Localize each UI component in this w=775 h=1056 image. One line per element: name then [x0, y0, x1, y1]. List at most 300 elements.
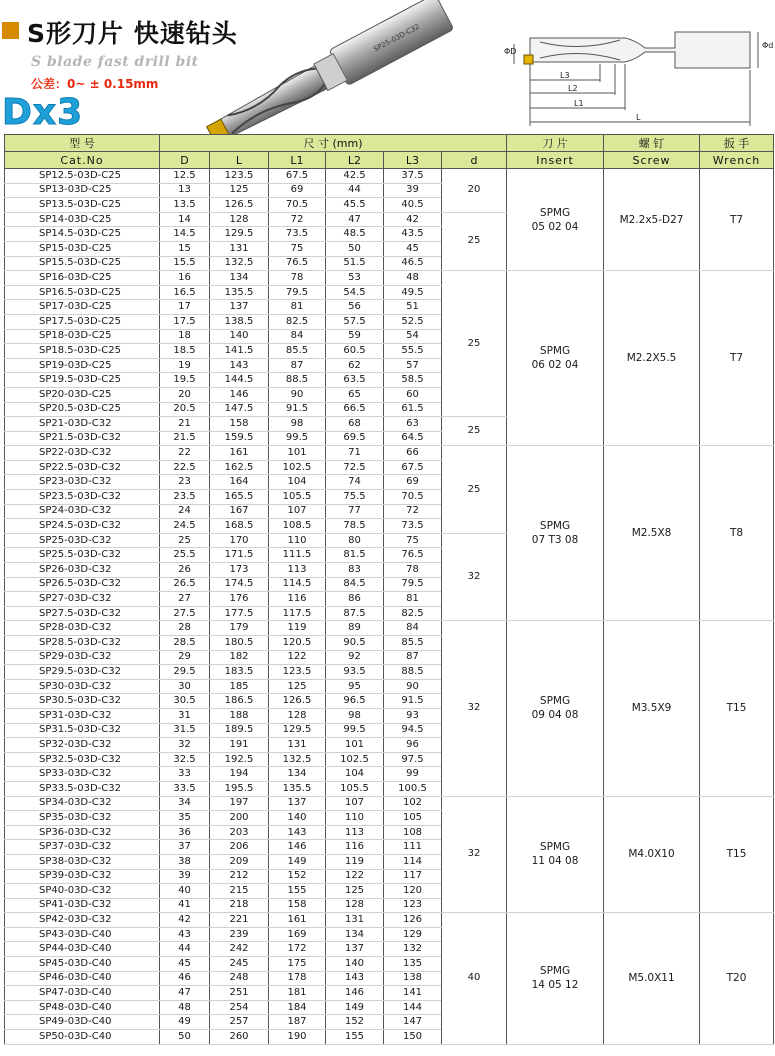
L1-cell: 134	[269, 767, 326, 782]
L2-cell: 72.5	[326, 460, 384, 475]
screw-cell: M2.2X5.5	[604, 271, 700, 446]
L3-cell: 93	[384, 708, 442, 723]
wrench-cell: T15	[700, 621, 774, 796]
L-cell: 141.5	[210, 344, 269, 359]
L2-cell: 84.5	[326, 577, 384, 592]
L1-cell: 110	[269, 533, 326, 548]
L1-cell: 108.5	[269, 519, 326, 534]
L3-cell: 79.5	[384, 577, 442, 592]
L3-cell: 66	[384, 446, 442, 461]
L2-cell: 78.5	[326, 519, 384, 534]
L-cell: 183.5	[210, 665, 269, 680]
L-cell: 203	[210, 825, 269, 840]
L1-cell: 169	[269, 927, 326, 942]
table-row	[5, 796, 774, 811]
D-cell: 32.5	[160, 752, 210, 767]
wrench-cell: T7	[700, 271, 774, 446]
L1-cell: 99.5	[269, 431, 326, 446]
L3-cell: 72	[384, 504, 442, 519]
L1-cell: 101	[269, 446, 326, 461]
D-cell: 41	[160, 898, 210, 913]
L-cell: 192.5	[210, 752, 269, 767]
L2-cell: 125	[326, 884, 384, 899]
L1-cell: 67.5	[269, 169, 326, 184]
L-cell: 209	[210, 854, 269, 869]
L-cell: 218	[210, 898, 269, 913]
insert-type: SPMG	[539, 345, 571, 358]
col-wrench-cn: 扳 手	[700, 135, 774, 152]
table-body	[5, 169, 774, 1045]
L3-cell: 135	[384, 957, 442, 972]
D-cell: 26	[160, 563, 210, 578]
L-cell: 158	[210, 417, 269, 432]
insert-code: 11 04 08	[531, 855, 579, 868]
L3-cell: 63	[384, 417, 442, 432]
L2-cell: 86	[326, 592, 384, 607]
insert-type: SPMG	[539, 965, 571, 978]
L3-cell: 129	[384, 927, 442, 942]
D-cell: 24.5	[160, 519, 210, 534]
model-cell: SP31.5-03D-C32	[5, 723, 160, 738]
D-cell: 21.5	[160, 431, 210, 446]
L-cell: 197	[210, 796, 269, 811]
L1-cell: 88.5	[269, 373, 326, 388]
model-cell: SP44-03D-C40	[5, 942, 160, 957]
D-cell: 46	[160, 971, 210, 986]
label-L2: L2	[568, 84, 578, 93]
model-cell: SP22-03D-C32	[5, 446, 160, 461]
L1-cell: 181	[269, 986, 326, 1001]
L-cell: 206	[210, 840, 269, 855]
L-cell: 188	[210, 708, 269, 723]
L-cell: 125	[210, 183, 269, 198]
D-cell: 18	[160, 329, 210, 344]
L1-cell: 140	[269, 811, 326, 826]
model-cell: SP34-03D-C32	[5, 796, 160, 811]
model-cell: SP38-03D-C32	[5, 854, 160, 869]
L-cell: 129.5	[210, 227, 269, 242]
model-cell: SP33-03D-C32	[5, 767, 160, 782]
D-cell: 47	[160, 986, 210, 1001]
L-cell: 144.5	[210, 373, 269, 388]
D-cell: 17.5	[160, 314, 210, 329]
L-cell: 182	[210, 650, 269, 665]
model-cell: SP36-03D-C32	[5, 825, 160, 840]
L1-cell: 104	[269, 475, 326, 490]
insert-code: 07 T3 08	[531, 534, 579, 547]
L2-cell: 140	[326, 957, 384, 972]
L3-cell: 94.5	[384, 723, 442, 738]
model-cell: SP26.5-03D-C32	[5, 577, 160, 592]
L2-cell: 102.5	[326, 752, 384, 767]
model-cell: SP19-03D-C25	[5, 358, 160, 373]
model-cell: SP22.5-03D-C32	[5, 460, 160, 475]
L3-cell: 85.5	[384, 636, 442, 651]
col-L3: L3	[384, 152, 442, 169]
L3-cell: 49.5	[384, 285, 442, 300]
insert-type: SPMG	[539, 520, 571, 533]
shank-d-cell: 25	[442, 271, 507, 417]
L2-cell: 71	[326, 446, 384, 461]
spec-table	[4, 134, 774, 1045]
shank-d-cell: 40	[442, 913, 507, 1044]
table-row	[5, 446, 774, 461]
L3-cell: 90	[384, 679, 442, 694]
D-cell: 19	[160, 358, 210, 373]
insert-code: 14 05 12	[531, 979, 579, 992]
D-cell: 27	[160, 592, 210, 607]
page-title: S形刀片 快速钻头	[27, 19, 238, 48]
L2-cell: 62	[326, 358, 384, 373]
D-cell: 26.5	[160, 577, 210, 592]
L1-cell: 126.5	[269, 694, 326, 709]
D-cell: 21	[160, 417, 210, 432]
L3-cell: 67.5	[384, 460, 442, 475]
D-cell: 39	[160, 869, 210, 884]
L2-cell: 122	[326, 869, 384, 884]
model-cell: SP40-03D-C32	[5, 884, 160, 899]
D-cell: 22.5	[160, 460, 210, 475]
L2-cell: 99.5	[326, 723, 384, 738]
L3-cell: 51	[384, 300, 442, 315]
L1-cell: 161	[269, 913, 326, 928]
L3-cell: 52.5	[384, 314, 442, 329]
model-cell: SP20.5-03D-C25	[5, 402, 160, 417]
L1-cell: 87	[269, 358, 326, 373]
L-cell: 245	[210, 957, 269, 972]
L1-cell: 107	[269, 504, 326, 519]
L1-cell: 128	[269, 708, 326, 723]
L2-cell: 51.5	[326, 256, 384, 271]
L2-cell: 143	[326, 971, 384, 986]
model-cell: SP14.5-03D-C25	[5, 227, 160, 242]
model-cell: SP16-03D-C25	[5, 271, 160, 286]
L2-cell: 59	[326, 329, 384, 344]
model-cell: SP46-03D-C40	[5, 971, 160, 986]
L-cell: 176	[210, 592, 269, 607]
L3-cell: 141	[384, 986, 442, 1001]
L1-cell: 137	[269, 796, 326, 811]
L-cell: 161	[210, 446, 269, 461]
L3-cell: 45	[384, 241, 442, 256]
L3-cell: 102	[384, 796, 442, 811]
L2-cell: 93.5	[326, 665, 384, 680]
model-cell: SP25-03D-C32	[5, 533, 160, 548]
L1-cell: 119	[269, 621, 326, 636]
L2-cell: 80	[326, 533, 384, 548]
L1-cell: 158	[269, 898, 326, 913]
model-cell: SP31-03D-C32	[5, 708, 160, 723]
col-d: d	[442, 152, 507, 169]
D-cell: 49	[160, 1015, 210, 1030]
screw-cell: M3.5X9	[604, 621, 700, 796]
L3-cell: 70.5	[384, 490, 442, 505]
model-cell: SP48-03D-C40	[5, 1000, 160, 1015]
L-cell: 189.5	[210, 723, 269, 738]
D-cell: 45	[160, 957, 210, 972]
L-cell: 239	[210, 927, 269, 942]
L-cell: 165.5	[210, 490, 269, 505]
insert-type: SPMG	[539, 841, 571, 854]
model-cell: SP28-03D-C32	[5, 621, 160, 636]
L3-cell: 76.5	[384, 548, 442, 563]
svg-text:SP25-03D-C32: SP25-03D-C32	[372, 22, 421, 54]
L1-cell: 79.5	[269, 285, 326, 300]
col-L1: L1	[269, 152, 326, 169]
model-cell: SP21-03D-C32	[5, 417, 160, 432]
D-cell: 30.5	[160, 694, 210, 709]
L3-cell: 138	[384, 971, 442, 986]
L1-cell: 135.5	[269, 781, 326, 796]
L1-cell: 73.5	[269, 227, 326, 242]
L1-cell: 78	[269, 271, 326, 286]
L-cell: 251	[210, 986, 269, 1001]
L-cell: 254	[210, 1000, 269, 1015]
D-cell: 25	[160, 533, 210, 548]
L1-cell: 84	[269, 329, 326, 344]
D-cell: 30	[160, 679, 210, 694]
shank-d-cell: 25	[442, 446, 507, 534]
shank-d-cell: 25	[442, 417, 507, 446]
model-cell: SP20-03D-C25	[5, 387, 160, 402]
D-cell: 35	[160, 811, 210, 826]
tolerance-note: 公差：0~ ± 0.15mm	[31, 77, 159, 91]
L2-cell: 81.5	[326, 548, 384, 563]
model-cell: SP18-03D-C25	[5, 329, 160, 344]
L3-cell: 100.5	[384, 781, 442, 796]
D-cell: 28.5	[160, 636, 210, 651]
D-cell: 17	[160, 300, 210, 315]
model-cell: SP24-03D-C32	[5, 504, 160, 519]
L2-cell: 44	[326, 183, 384, 198]
L3-cell: 87	[384, 650, 442, 665]
L1-cell: 131	[269, 738, 326, 753]
L-cell: 137	[210, 300, 269, 315]
model-cell: SP19.5-03D-C25	[5, 373, 160, 388]
L1-cell: 125	[269, 679, 326, 694]
model-cell: SP47-03D-C40	[5, 986, 160, 1001]
model-cell: SP27.5-03D-C32	[5, 606, 160, 621]
L-cell: 159.5	[210, 431, 269, 446]
model-cell: SP13-03D-C25	[5, 183, 160, 198]
L3-cell: 48	[384, 271, 442, 286]
shank-d-cell: 32	[442, 533, 507, 621]
L-cell: 191	[210, 738, 269, 753]
L3-cell: 46.5	[384, 256, 442, 271]
table-row	[5, 913, 774, 928]
L2-cell: 107	[326, 796, 384, 811]
label-L3: L3	[560, 71, 570, 80]
L2-cell: 83	[326, 563, 384, 578]
L-cell: 164	[210, 475, 269, 490]
L1-cell: 90	[269, 387, 326, 402]
L2-cell: 155	[326, 1030, 384, 1045]
L-cell: 167	[210, 504, 269, 519]
L3-cell: 75	[384, 533, 442, 548]
L1-cell: 178	[269, 971, 326, 986]
insert-type: SPMG	[539, 206, 571, 219]
page-subtitle: S blade fast drill bit	[31, 54, 199, 70]
model-cell: SP16.5-03D-C25	[5, 285, 160, 300]
col-size-cn: 尺 寸 (mm)	[160, 135, 507, 152]
D-cell: 13	[160, 183, 210, 198]
L1-cell: 175	[269, 957, 326, 972]
model-cell: SP18.5-03D-C25	[5, 344, 160, 359]
D-cell: 33	[160, 767, 210, 782]
series-label: Dx3	[2, 92, 84, 133]
L-cell: 173	[210, 563, 269, 578]
wrench-cell: T20	[700, 913, 774, 1044]
model-cell: SP15-03D-C25	[5, 241, 160, 256]
L2-cell: 47	[326, 212, 384, 227]
L3-cell: 39	[384, 183, 442, 198]
L1-cell: 82.5	[269, 314, 326, 329]
L1-cell: 172	[269, 942, 326, 957]
model-cell: SP17.5-03D-C25	[5, 314, 160, 329]
L2-cell: 87.5	[326, 606, 384, 621]
D-cell: 14	[160, 212, 210, 227]
model-cell: SP21.5-03D-C32	[5, 431, 160, 446]
L1-cell: 81	[269, 300, 326, 315]
col-wrench-en: Wrench	[700, 152, 774, 169]
L1-cell: 146	[269, 840, 326, 855]
L2-cell: 116	[326, 840, 384, 855]
wrench-cell: T7	[700, 169, 774, 271]
L2-cell: 56	[326, 300, 384, 315]
L3-cell: 57	[384, 358, 442, 373]
model-cell: SP35-03D-C32	[5, 811, 160, 826]
L2-cell: 119	[326, 854, 384, 869]
D-cell: 25.5	[160, 548, 210, 563]
L2-cell: 60.5	[326, 344, 384, 359]
L3-cell: 132	[384, 942, 442, 957]
L-cell: 179	[210, 621, 269, 636]
model-cell: SP45-03D-C40	[5, 957, 160, 972]
table-row	[5, 621, 774, 636]
L1-cell: 143	[269, 825, 326, 840]
D-cell: 44	[160, 942, 210, 957]
L2-cell: 77	[326, 504, 384, 519]
col-D: D	[160, 152, 210, 169]
L1-cell: 91.5	[269, 402, 326, 417]
label-phi-d: Φd	[762, 41, 774, 50]
L2-cell: 57.5	[326, 314, 384, 329]
L-cell: 212	[210, 869, 269, 884]
D-cell: 43	[160, 927, 210, 942]
insert-cell	[507, 446, 604, 621]
L-cell: 194	[210, 767, 269, 782]
insert-cell	[507, 271, 604, 446]
L2-cell: 63.5	[326, 373, 384, 388]
L-cell: 195.5	[210, 781, 269, 796]
insert-cell	[507, 621, 604, 796]
D-cell: 27.5	[160, 606, 210, 621]
L3-cell: 81	[384, 592, 442, 607]
insert-code: 05 02 04	[531, 220, 579, 233]
L1-cell: 70.5	[269, 198, 326, 213]
wrench-cell: T15	[700, 796, 774, 913]
L1-cell: 190	[269, 1030, 326, 1045]
L3-cell: 99	[384, 767, 442, 782]
L3-cell: 55.5	[384, 344, 442, 359]
D-cell: 24	[160, 504, 210, 519]
model-cell: SP27-03D-C32	[5, 592, 160, 607]
L-cell: 242	[210, 942, 269, 957]
L1-cell: 75	[269, 241, 326, 256]
table-row	[5, 169, 774, 184]
L3-cell: 123	[384, 898, 442, 913]
model-cell: SP17-03D-C25	[5, 300, 160, 315]
model-cell: SP23.5-03D-C32	[5, 490, 160, 505]
L-cell: 128	[210, 212, 269, 227]
D-cell: 16.5	[160, 285, 210, 300]
L3-cell: 147	[384, 1015, 442, 1030]
model-cell: SP23-03D-C32	[5, 475, 160, 490]
wrench-cell: T8	[700, 446, 774, 621]
D-cell: 50	[160, 1030, 210, 1045]
L2-cell: 128	[326, 898, 384, 913]
L2-cell: 90.5	[326, 636, 384, 651]
label-L: L	[636, 113, 641, 122]
L2-cell: 50	[326, 241, 384, 256]
L3-cell: 120	[384, 884, 442, 899]
col-screw-cn: 螺 钉	[604, 135, 700, 152]
model-cell: SP24.5-03D-C32	[5, 519, 160, 534]
col-model-en: Cat.No	[5, 152, 160, 169]
insert-cell	[507, 913, 604, 1044]
model-cell: SP41-03D-C32	[5, 898, 160, 913]
L1-cell: 76.5	[269, 256, 326, 271]
L2-cell: 69.5	[326, 431, 384, 446]
L-cell: 185	[210, 679, 269, 694]
L2-cell: 131	[326, 913, 384, 928]
D-cell: 32	[160, 738, 210, 753]
D-cell: 34	[160, 796, 210, 811]
L2-cell: 48.5	[326, 227, 384, 242]
L-cell: 131	[210, 241, 269, 256]
model-cell: SP42-03D-C32	[5, 913, 160, 928]
L1-cell: 69	[269, 183, 326, 198]
L3-cell: 144	[384, 1000, 442, 1015]
shank-d-cell: 25	[442, 212, 507, 270]
L-cell: 126.5	[210, 198, 269, 213]
D-cell: 23	[160, 475, 210, 490]
L2-cell: 53	[326, 271, 384, 286]
title-marker	[2, 22, 19, 39]
L3-cell: 64.5	[384, 431, 442, 446]
L1-cell: 149	[269, 854, 326, 869]
L2-cell: 113	[326, 825, 384, 840]
L-cell: 132.5	[210, 256, 269, 271]
D-cell: 29.5	[160, 665, 210, 680]
L2-cell: 74	[326, 475, 384, 490]
D-cell: 12.5	[160, 169, 210, 184]
label-L1: L1	[574, 99, 584, 108]
L3-cell: 111	[384, 840, 442, 855]
L3-cell: 58.5	[384, 373, 442, 388]
L3-cell: 37.5	[384, 169, 442, 184]
L-cell: 171.5	[210, 548, 269, 563]
L3-cell: 61.5	[384, 402, 442, 417]
L1-cell: 184	[269, 1000, 326, 1015]
L2-cell: 149	[326, 1000, 384, 1015]
D-cell: 15.5	[160, 256, 210, 271]
D-cell: 38	[160, 854, 210, 869]
model-cell: SP50-03D-C40	[5, 1030, 160, 1045]
L2-cell: 54.5	[326, 285, 384, 300]
L3-cell: 150	[384, 1030, 442, 1045]
model-cell: SP32-03D-C32	[5, 738, 160, 753]
